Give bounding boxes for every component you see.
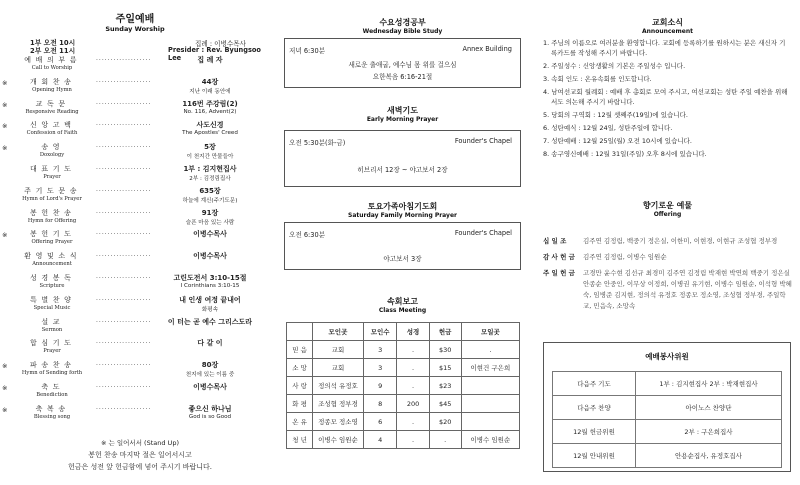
announcement-item: 2. 주일성수 : 신앙생활의 기본은 주일성수 입니다.: [543, 62, 686, 70]
table-cell: 이병수 임원순: [313, 431, 364, 449]
stand-mark: ※: [2, 405, 8, 414]
dawn-place: Founder's Chapel: [454, 137, 512, 145]
liturgy-title-en: Benediction: [36, 392, 68, 398]
leader-dots: ···················: [96, 340, 152, 348]
liturgy-detail: 이병수목사: [193, 383, 227, 391]
liturgy-detail: 다 같 이: [197, 339, 223, 348]
liturgy-detail-sub: 2부 : 김정림집사: [189, 176, 231, 182]
dawn-box: [284, 130, 521, 187]
wednesday-title: 수요성경공부: [379, 18, 426, 27]
wednesday-line-1: 새로운 출애굽, 예수님 몸 위를 걸으심: [348, 61, 457, 69]
saturday-title: 토요가족아침기도회: [367, 202, 438, 211]
class-meeting-title: 속회보고: [387, 297, 418, 306]
saturday-place: Founder's Chapel: [454, 229, 512, 237]
servers-role: 12월 안내위원: [553, 444, 636, 468]
liturgy-title: 교 독 문: [35, 99, 67, 108]
wednesday-box: [284, 38, 521, 88]
liturgy-title-en: Call to Worship: [31, 65, 73, 71]
leader-dots: ···················: [96, 57, 152, 64]
liturgy-item: [0, 360, 270, 380]
announcement-item: 6. 성탄예식 : 12월 24일, 성탄주일에 합니다.: [543, 124, 673, 132]
leader-dots: ···················: [96, 100, 152, 108]
liturgy-item: [0, 142, 270, 162]
table-cell: 조성협 정부경: [313, 395, 364, 413]
table-cell: 3: [363, 359, 397, 377]
stand-note: ※ 는 일어서서 (Stand Up): [101, 439, 179, 447]
stand-mark: ※: [2, 100, 8, 109]
table-cell: $30: [429, 341, 461, 359]
table-cell: 정종모 정소영: [313, 413, 364, 431]
announcement-item: 3. 속회 인도 : 온유속회를 인도합니다.: [543, 75, 652, 83]
table-header-cell: 성경: [397, 323, 429, 341]
liturgy-item: [0, 295, 270, 315]
offering-label: 십 일 조: [543, 237, 567, 245]
liturgy-detail-sub: I Corinthians 3:10-15: [180, 283, 240, 289]
liturgy-title-en: Hymn of Lord's Prayer: [22, 195, 82, 202]
servers-person: 2부 : 구은희집사: [636, 420, 782, 444]
table-cell: 정의석 유정호: [313, 377, 364, 395]
liturgy-title: 성 경 봉 독: [29, 274, 73, 282]
class-meeting-subtitle: Class Meeting: [378, 307, 427, 314]
liturgy-title-en: Special Music: [33, 304, 71, 311]
leader-dots: ···················: [96, 78, 152, 86]
table-cell: [461, 377, 519, 395]
sunday-worship-column: [0, 0, 270, 485]
liturgy-detail: 이병수목사: [193, 252, 227, 261]
stand-mark: ※: [2, 78, 8, 87]
leader-dots: ···················: [96, 144, 152, 152]
liturgy-detail: 635장: [199, 186, 221, 195]
liturgy-title: 환 영 및 소 식: [24, 252, 78, 261]
liturgy-title: 봉 헌 찬 송: [29, 208, 73, 217]
table-cell: .: [461, 341, 519, 359]
liturgy-detail-sub: The Apostles' Creed: [182, 130, 238, 137]
table-cell: $23: [429, 377, 461, 395]
liturgy-title: 파 송 찬 송: [29, 361, 73, 370]
table-cell: .: [397, 377, 429, 395]
saturday-subtitle: Saturday Family Morning Prayer: [348, 212, 457, 219]
table-header-cell: 모인곳: [313, 323, 364, 341]
table-cell: .: [429, 431, 461, 449]
liturgy-list: [0, 55, 270, 425]
leader-dots: ···················: [96, 166, 152, 173]
stand-mark: ※: [2, 144, 8, 153]
right-column: [535, 0, 800, 485]
liturgy-title: 봉 헌 기 도: [29, 230, 73, 239]
table-row: [553, 396, 782, 420]
dawn-subtitle: Early Morning Prayer: [366, 116, 439, 123]
liturgy-title: 송 영: [41, 143, 61, 152]
table-cell: 사 랑: [287, 377, 313, 395]
leader-dots: ···················: [96, 231, 152, 239]
liturgy-detail: 이 터는 곧 예수 그리스도라: [167, 317, 253, 326]
worship-footer-2: 헌금은 성전 앞 헌금함에 넣어 주시기 바랍니다.: [67, 463, 213, 471]
servers-role: 12월 헌금위원: [553, 420, 636, 444]
liturgy-item: [0, 186, 270, 206]
liturgy-detail: 내 인생 여정 끝내어: [179, 295, 241, 304]
announcement-title: 교회소식: [652, 18, 683, 27]
table-cell: $20: [429, 413, 461, 431]
leader-dots: ···················: [96, 384, 152, 391]
announcement-item: 7. 성탄예배 : 12월 25일(월) 오전 10시에 있습니다.: [543, 137, 692, 145]
class-meeting-table: [286, 322, 520, 449]
leader-dots: ···················: [96, 209, 152, 217]
liturgy-detail: 1부 : 김지현집사: [183, 165, 237, 173]
leader-dots: ···················: [96, 405, 152, 413]
servers-role: 다음주 기도: [553, 372, 636, 396]
table-cell: .: [397, 431, 429, 449]
liturgy-item: [0, 229, 270, 249]
liturgy-detail: 5장: [204, 143, 216, 152]
liturgy-item: [0, 164, 270, 184]
servers-title: 예배봉사위원: [645, 352, 689, 361]
dawn-time: 오전 5:30분(화-금): [289, 139, 346, 147]
liturgy-detail-sub: 이 천지간 만물들아: [186, 154, 234, 161]
liturgy-detail-sub: God is so Good: [188, 413, 232, 420]
table-cell: 이병수 임원순: [461, 431, 519, 449]
saturday-box: [284, 222, 521, 270]
liturgy-title: 합 심 기 도: [29, 339, 73, 348]
liturgy-item: [0, 382, 270, 402]
liturgy-title: 특 별 찬 양: [29, 295, 73, 304]
offering-row: [543, 236, 793, 247]
offering-title: 향기로운 예물: [642, 201, 693, 210]
leader-dots: ···················: [96, 318, 152, 326]
liturgy-item: [0, 404, 270, 424]
liturgy-title-en: Prayer: [43, 174, 61, 180]
liturgy-item: [0, 120, 270, 140]
stand-mark: ※: [2, 384, 8, 392]
table-cell: 3: [363, 341, 397, 359]
offering-list: [543, 236, 793, 317]
worship-footer-1: 봉헌 찬송 마지막 절은 일어서시고: [88, 451, 192, 459]
table-cell: 이현건 구은희: [461, 359, 519, 377]
table-cell: 교회: [313, 341, 364, 359]
liturgy-item: [0, 55, 270, 75]
table-cell: .: [397, 413, 429, 431]
table-cell: 6: [363, 413, 397, 431]
wednesday-line-2: 요한복음 6:16-21절: [372, 73, 433, 81]
announcement-subtitle: Announcement: [642, 28, 693, 35]
liturgy-item: [0, 99, 270, 119]
liturgy-title: 개 회 찬 송: [29, 77, 73, 86]
liturgy-title-en: Hymn of Sending forth: [21, 370, 83, 377]
table-cell: 화 평: [287, 395, 313, 413]
liturgy-detail: 91장: [201, 208, 219, 217]
liturgy-detail: 116번 주강림(2): [182, 99, 238, 108]
liturgy-detail-sub: 화평속: [201, 306, 219, 313]
dawn-title: 새벽기도: [387, 106, 418, 115]
table-cell: .: [397, 359, 429, 377]
dawn-line: 히브리서 12장 ~ 야고보서 2장: [357, 166, 448, 174]
worship-subtitle: Sunday Worship: [105, 25, 165, 33]
announcement-item: 1. 주님의 이름으로 여러분을 환영합니다. 교회에 등록하기를 원하시는 분은 새신자 기록카드를 작성해 주시기 바랍니다.: [543, 39, 786, 57]
offering-names: 고경만 윤수현 김선규 최경미 김주연 김정림 박재현 박연희 백중기 정은실 안종순 안중인, 이무상 이정희, 이병권 유기현, 이병수 임원순, 이석형 박혜숙, 임병준 김지현, 정의석 유정호 정종모 정소영, 조성협 정부경, 주일학교, 민음속, 소망속: [583, 269, 792, 310]
liturgy-title-en: Confession of Faith: [26, 130, 78, 137]
liturgy-item: [0, 317, 270, 337]
table-header-cell: 모일곳: [461, 323, 519, 341]
table-cell: 200: [397, 395, 429, 413]
offering-subtitle: Offering: [653, 211, 682, 218]
offering-names: 김주연 김정림, 백중기 정은실, 이한미, 이현경, 이현규 조성협 정부경: [583, 237, 778, 245]
announcement-item: 5. 당회의 구역회 : 12월 셋째주(19일)에 있습니다.: [543, 111, 688, 119]
liturgy-detail-sub: 슬픈 마음 있는 사람: [185, 219, 235, 226]
table-row: [553, 444, 782, 468]
table-header-cell: 모인수: [363, 323, 397, 341]
table-cell: [461, 413, 519, 431]
servers-box: [543, 342, 791, 472]
liturgy-title-en: Prayer: [43, 348, 61, 355]
servers-person: 아이노스 찬양단: [636, 396, 782, 420]
table-cell: .: [397, 341, 429, 359]
liturgy-title-en: Responsive Reading: [25, 108, 79, 115]
liturgy-detail-sub: 하늘에 계신(주기도문): [182, 197, 238, 204]
liturgy-item: [0, 77, 270, 97]
wednesday-time: 저녁 6:30분: [289, 47, 326, 55]
leader-dots: ···················: [96, 187, 152, 195]
table-cell: 4: [363, 431, 397, 449]
liturgy-detail: 집 례 자: [197, 56, 223, 64]
wednesday-subtitle: Wednesday Bible Study: [362, 28, 443, 35]
liturgy-item: [0, 338, 270, 358]
liturgy-detail-sub: No. 116, Advent(2): [183, 108, 237, 115]
liturgy-item: [0, 208, 270, 228]
worship-title: 주일예배: [115, 14, 155, 25]
liturgy-title-en: Opening Hymn: [32, 86, 72, 93]
table-cell: 온 유: [287, 413, 313, 431]
announcement-list: [543, 38, 791, 162]
announcement-item: 8. 송구영신예배 : 12월 31일(주일) 오후 8시에 있습니다.: [543, 150, 707, 158]
liturgy-title: 신 앙 고 백: [29, 121, 73, 130]
table-header-cell: [287, 323, 313, 341]
table-row: [287, 341, 520, 359]
liturgy-title-en: Offering Prayer: [31, 239, 73, 246]
table-cell: $15: [429, 359, 461, 377]
offering-row: [543, 268, 793, 312]
liturgy-detail-sub: 천지에 있는 이름 중: [185, 372, 235, 379]
liturgy-title: 대 표 기 도: [29, 165, 73, 173]
stand-mark: ※: [2, 362, 8, 371]
liturgy-title: 축 도: [41, 383, 61, 391]
liturgy-title-en: Hymn for Offering: [27, 217, 77, 224]
liturgy-title: 설 교: [41, 317, 61, 326]
table-cell: 청 년: [287, 431, 313, 449]
liturgy-detail: 좋으신 하나님: [188, 404, 232, 413]
offering-row: [543, 252, 793, 263]
worship-time-2: 2부 오전 11시: [30, 47, 76, 55]
liturgy-title-en: Sermon: [41, 326, 63, 333]
liturgy-title: 예 배 의 부 름: [24, 56, 78, 64]
offering-label: 주 일 헌 금: [543, 269, 575, 277]
leader-dots: ···················: [96, 362, 152, 370]
leader-dots: ···················: [96, 253, 152, 261]
middle-column: [270, 0, 535, 485]
liturgy-detail-sub: 지난 이래 동안에: [189, 88, 231, 95]
table-row: [287, 359, 520, 377]
liturgy-detail: 44장: [201, 77, 219, 86]
servers-person: 1부 : 김지현집사 2부 : 박재현집사: [636, 372, 782, 396]
servers-table: [552, 371, 782, 468]
announcement-item: 4. 남여선교회 월례회 : 예배 후 총회로 모여 주시고, 여선교회는 성탄 주일 예찬을 위해서도 의논해 주시기 바랍니다.: [543, 88, 788, 106]
liturgy-title-en: Blessing song: [33, 413, 71, 420]
leader-dots: ···················: [96, 122, 152, 130]
table-header-row: [287, 323, 520, 341]
table-header-cell: 헌금: [429, 323, 461, 341]
table-cell: [461, 395, 519, 413]
liturgy-title: 주 기 도 문 송: [24, 186, 78, 195]
table-cell: 9: [363, 377, 397, 395]
stand-mark: ※: [2, 231, 8, 240]
table-cell: $45: [429, 395, 461, 413]
wednesday-place: Annex Building: [462, 45, 512, 53]
saturday-time: 오전 6:30분: [289, 231, 326, 239]
liturgy-title-en: Scripture: [39, 283, 65, 289]
liturgy-title: 축 복 송: [35, 404, 67, 413]
saturday-line: 야고보서 3장: [383, 255, 422, 263]
table-row: [287, 431, 520, 449]
liturgy-detail: 80장: [201, 361, 219, 370]
worship-time-1: 1부 오전 10시: [30, 39, 76, 47]
table-row: [553, 420, 782, 444]
liturgy-item: [0, 251, 270, 271]
servers-person: 안용순집사, 유정호집사: [636, 444, 782, 468]
liturgy-title-en: Announcement: [32, 261, 72, 268]
table-cell: 8: [363, 395, 397, 413]
offering-label: 감 사 헌 금: [543, 253, 575, 261]
liturgy-detail: 이병수목사: [193, 230, 227, 239]
table-row: [287, 395, 520, 413]
table-row: [287, 413, 520, 431]
liturgy-detail: 사도신경: [196, 121, 224, 130]
liturgy-detail: 고린도전서 3:10-15절: [173, 274, 247, 282]
offering-names: 김주연 김정림, 이병수 임원순: [583, 253, 667, 261]
liturgy-item: [0, 273, 270, 293]
table-cell: 교회: [313, 359, 364, 377]
leader-dots: ···················: [96, 275, 152, 282]
worship-presider: Presider : Rev. Byungsoo Lee: [168, 46, 261, 62]
table-row: [287, 377, 520, 395]
servers-role: 다음주 찬양: [553, 396, 636, 420]
table-cell: 소 망: [287, 359, 313, 377]
liturgy-title-en: Doxology: [39, 152, 65, 159]
table-row: [553, 372, 782, 396]
worship-officiant: 집례 : 이병수목사: [195, 40, 247, 48]
table-cell: 믿 음: [287, 341, 313, 359]
leader-dots: ···················: [96, 296, 152, 304]
stand-mark: ※: [2, 122, 8, 131]
